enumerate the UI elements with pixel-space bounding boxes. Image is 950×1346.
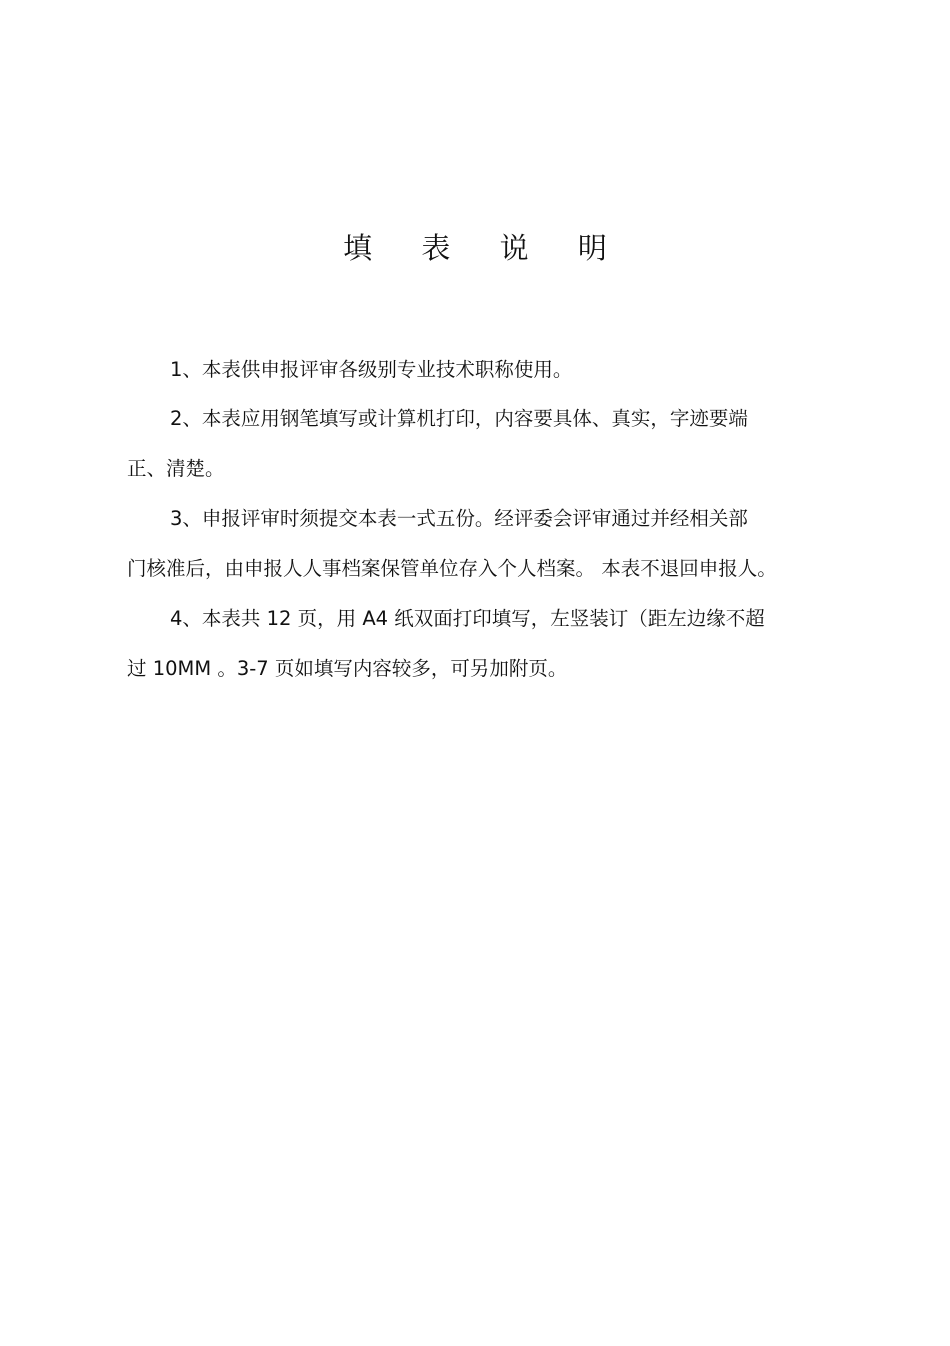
page-title: 填 表 说 明: [343, 231, 627, 265]
instruction-4: 4、本表共 12 页，用 A4 纸双面打印填写，左竖装订（距左边缘不超: [170, 607, 765, 630]
instruction-2: 2、本表应用钢笔填写或计算机打印，内容要具体、真实，字迹要端: [170, 407, 748, 430]
instruction-3-continued: 门核准后，由申报人人事档案保管单位存入个人档案。 本表不退回申报人。: [127, 557, 777, 580]
instruction-4-continued: 过 10MM 。3-7 页如填写内容较多，可另加附页。: [127, 657, 568, 680]
instruction-3: 3、申报评审时须提交本表一式五份。经评委会评审通过并经相关部: [170, 507, 748, 530]
instruction-2-continued: 正、清楚。: [127, 457, 225, 480]
instruction-1: 1、本表供申报评审各级别专业技术职称使用。: [170, 358, 573, 381]
